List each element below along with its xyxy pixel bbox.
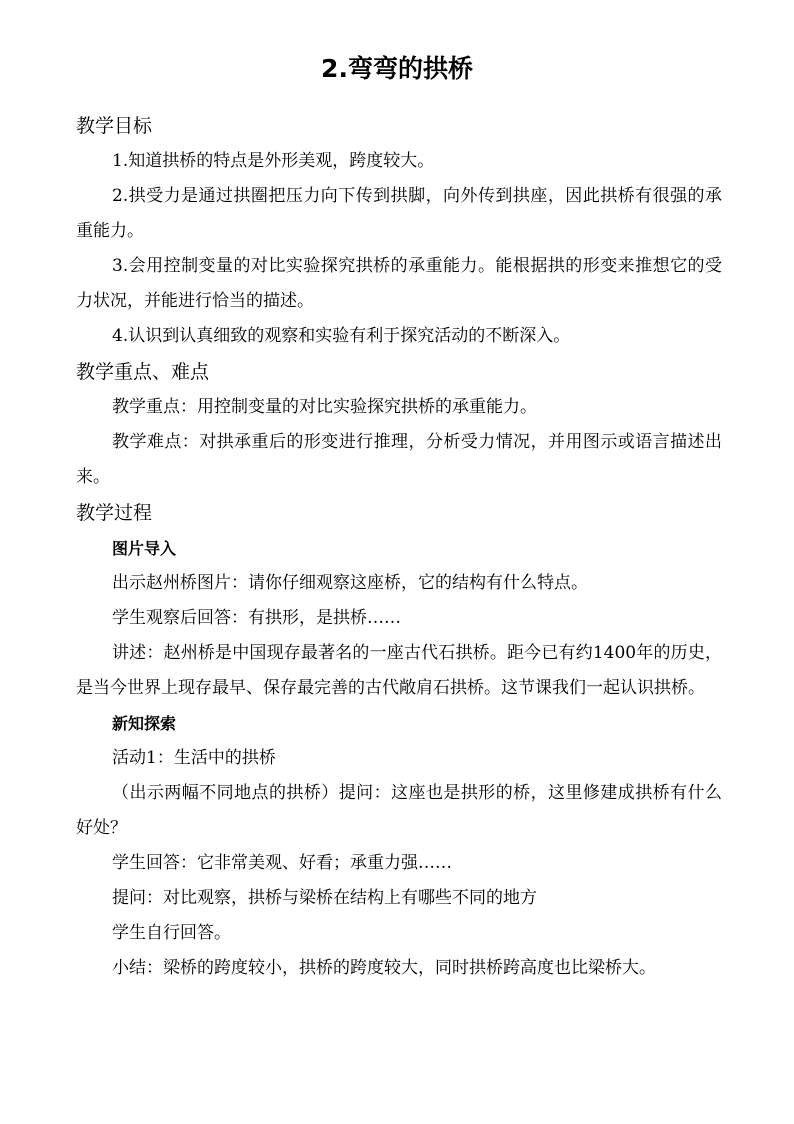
section-heading-goals: 教学目标 [76,115,153,137]
difficulty-paragraph: 教学难点：对拱承重后的形变进行推理，分析受力情况，并用图示或语言描述出来。 [76,432,722,487]
subheading-intro: 图片导入 [112,539,177,558]
intro-paragraph-2: 学生观察后回答：有拱形，是拱桥…… [112,608,401,628]
goal-item-1: 1.知道拱桥的特点是外形美观，跨度较大。 [112,151,435,171]
document-title: 2.弯弯的拱桥 [321,54,473,83]
explore-paragraph-4: 提问：对比观察，拱桥与梁桥在结构上有哪些不同的地方 [112,888,537,908]
goal-item-4: 4.认识到认真细致的观察和实验有利于探究活动的不断深入。 [112,326,571,346]
section-heading-process: 教学过程 [76,502,153,524]
subheading-explore: 新知探索 [112,714,177,733]
intro-paragraph-3: 讲述：赵州桥是中国现存最著名的一座古代石拱桥。距今已有约1400年的历史，是当今世界上现存最早、保存最完善的古代敞肩石拱桥。这节课我们一起认识拱桥。 [76,643,722,698]
intro-paragraph-1: 出示赵州桥图片：请你仔细观察这座桥，它的结构有什么特点。 [112,573,588,593]
explore-paragraph-1: 活动1：生活中的拱桥 [112,748,276,768]
explore-paragraph-6: 小结：梁桥的跨度较小，拱桥的跨度较大，同时拱桥跨高度也比梁桥大。 [112,958,656,978]
section-heading-key-points: 教学重点、难点 [76,361,210,383]
goal-item-3: 3.会用控制变量的对比实验探究拱桥的承重能力。能根据拱的形变来推想它的受力状况，并能进行恰当的描述。 [76,256,722,311]
goal-item-2: 2.拱受力是通过拱圈把压力向下传到拱脚，向外传到拱座，因此拱桥有很强的承重能力。 [76,186,722,241]
explore-paragraph-2: （出示两幅不同地点的拱桥）提问：这座也是拱形的桥，这里修建成拱桥有什么好处？ [76,783,722,838]
key-point-paragraph: 教学重点：用控制变量的对比实验探究拱桥的承重能力。 [112,397,537,417]
explore-paragraph-3: 学生回答：它非常美观、好看；承重力强…… [112,853,452,873]
document-body [76,108,722,986]
explore-paragraph-5: 学生自行回答。 [112,923,231,943]
